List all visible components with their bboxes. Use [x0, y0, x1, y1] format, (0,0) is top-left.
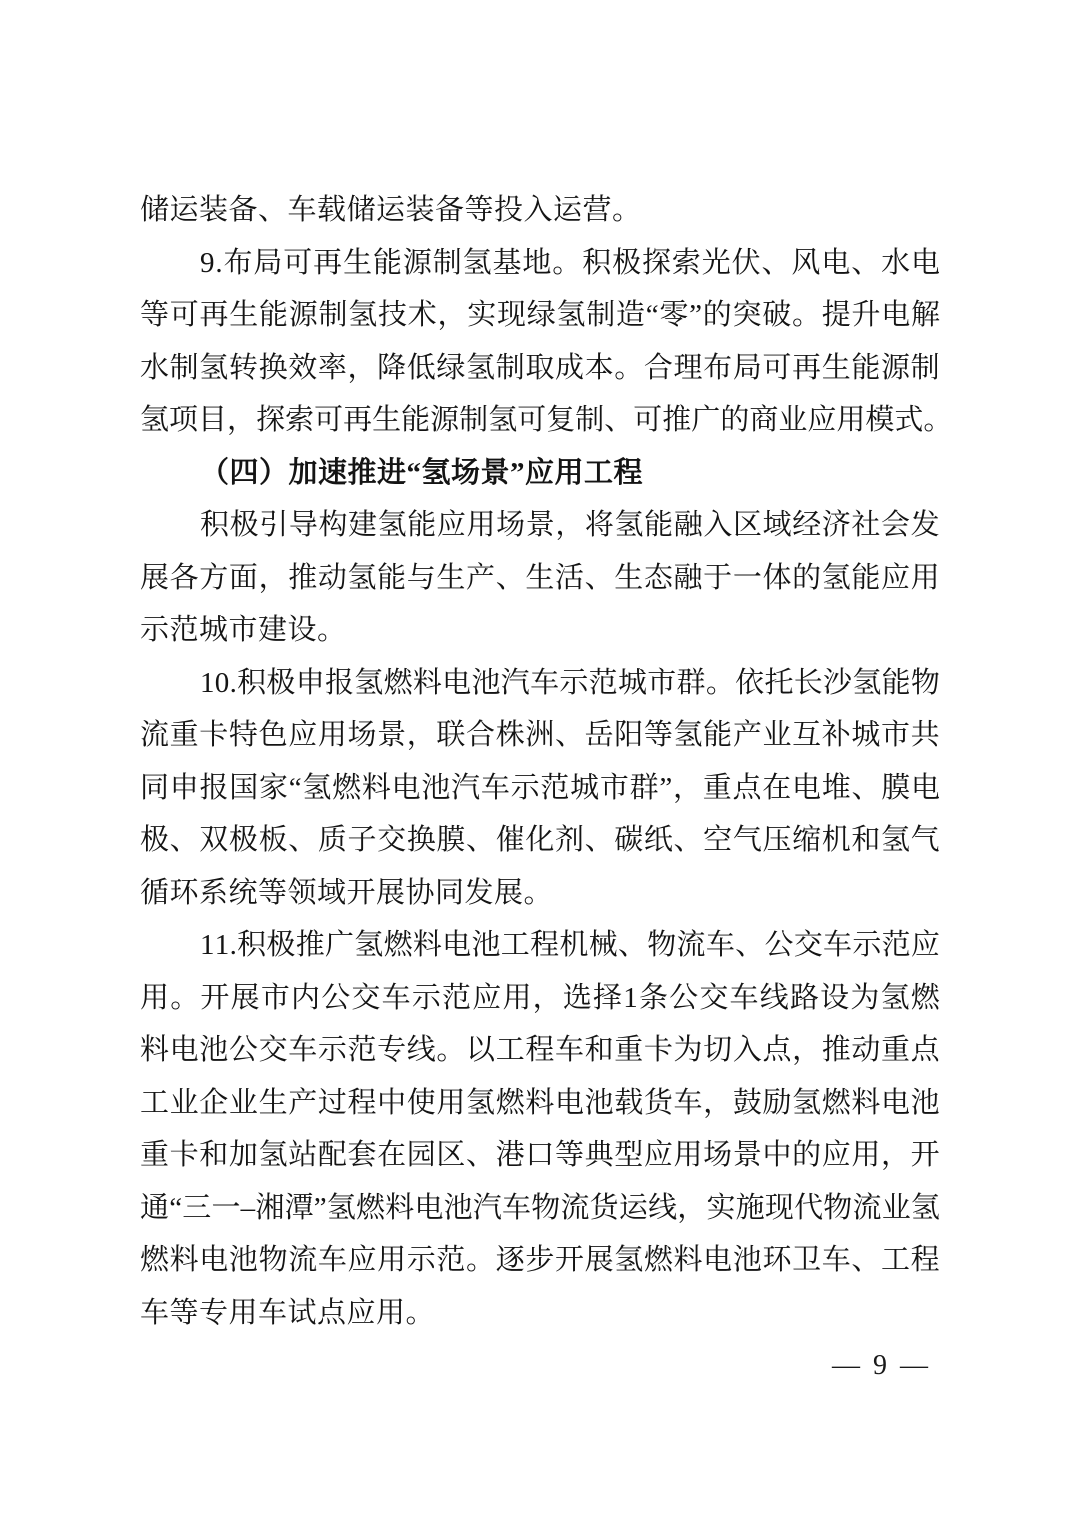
text-line: 用 。 开 展 市 内 公 交 车 示 范 应 用 ， 选 择 1 条 公 交 车 线 路 设 为 氢 燃: [140, 981, 940, 1014]
text-line: 展 各 方 面 ， 推 动 氢 能 与 生 产 、 生 活 、 生 态 融 于 一 体 的 氢 能 应 用: [140, 561, 940, 594]
text-line: 同 申 报 国 家 “ 氢 燃 料 电 池 汽 车 示 范 城 市 群 ” ， 重 点 在 电 堆 、 膜 电: [140, 771, 940, 804]
text-line: 水 制 氢 转 换 效 率 ， 降 低 绿 氢 制 取 成 本 。 合 理 布 局 可 再 生 能 源 制: [140, 351, 940, 384]
text-line: 车等专用车试点应用。: [140, 1296, 436, 1329]
text-line: 流 重 卡 特 色 应 用 场 景 ， 联 合 株 洲 、 岳 阳 等 氢 能 产 业 互 补 城 市 共: [140, 719, 940, 751]
text-line: 储运装备、车载储运装备等投入运营。: [140, 194, 642, 226]
text-line: 料 电 池 公 交 车 示 范 专 线 。 以 工 程 车 和 重 卡 为 切 入 点 ， 推 动 重 点: [140, 1034, 940, 1066]
text-line: 积 极 引 导 构 建 氢 能 应 用 场 景 ， 将 氢 能 融 入 区 域 经 济 社 会 发: [200, 509, 940, 541]
section-heading: （四）加速推进“氢场景”应用工程: [200, 456, 644, 489]
page-number: — 9 —: [832, 1350, 931, 1381]
text-line: 氢 项 目 ， 探 索 可 再 生 能 源 制 氢 可 复 制 、 可 推 广 的 商 业 应 用 模 式 。: [140, 404, 953, 436]
text-line: 极 、 双 极 板 、 质 子 交 换 膜 、 催 化 剂 、 碳 纸 、 空 气 压 缩 机 和 氢 气: [140, 824, 940, 856]
text-block: [140, 184, 953, 1339]
text-line: 1 1 . 积 极 推 广 氢 燃 料 电 池 工 程 机 械 、 物 流 车 、 公 交 车 示 范 应: [200, 929, 940, 961]
text-line: 工 业 企 业 生 产 过 程 中 使 用 氢 燃 料 电 池 载 货 车 ， 鼓 励 氢 燃 料 电 池: [140, 1086, 940, 1119]
text-line: 循环系统等领域开展协同发展。: [140, 876, 554, 909]
text-line: 1 0 . 积 极 申 报 氢 燃 料 电 池 汽 车 示 范 城 市 群 。 依 托 长 沙 氢 能 物: [200, 666, 940, 699]
text-line: 示范城市建设。: [140, 614, 347, 646]
text-line: 重 卡 和 加 氢 站 配 套 在 园 区 、 港 口 等 典 型 应 用 场 景 中 的 应 用 ， 开: [140, 1139, 940, 1171]
text-line: 等 可 再 生 能 源 制 氢 技 术 ， 实 现 绿 氢 制 造 “ 零 ” 的 突 破 。 提 升 电 解: [140, 299, 940, 331]
text-line: 通 “ 三 一 – 湘 潭 ” 氢 燃 料 电 池 汽 车 物 流 货 运 线 ， 实 施 现 代 物 流 业 氢: [140, 1191, 940, 1224]
text-line: 9 . 布 局 可 再 生 能 源 制 氢 基 地 。 积 极 探 索 光 伏 、 风 电 、 水 电: [200, 246, 940, 279]
text-line: 燃 料 电 池 物 流 车 应 用 示 范 。 逐 步 开 展 氢 燃 料 电 池 环 卫 车 、 工 程: [140, 1244, 940, 1276]
